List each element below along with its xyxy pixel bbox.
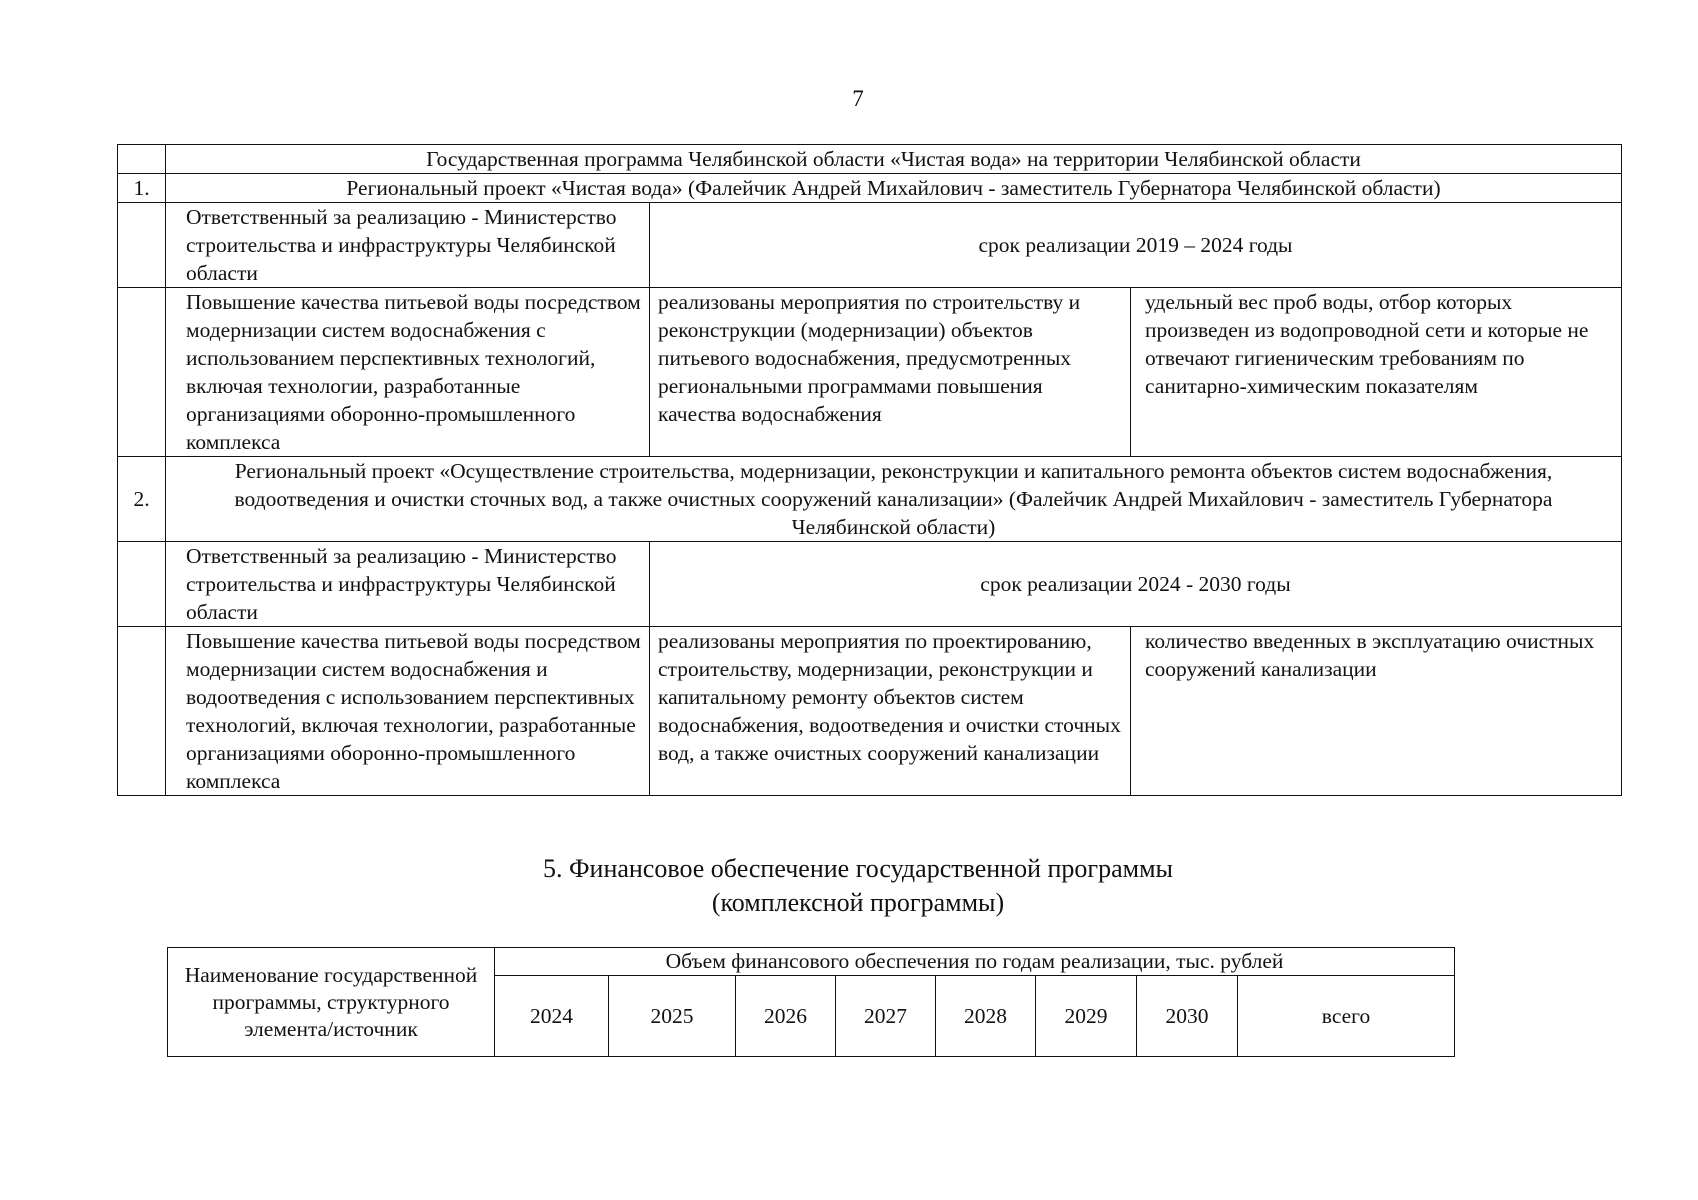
responsible-row [118,203,1622,288]
task-row [118,288,1622,457]
result-cell: реализованы мероприятия по проектированию, строительству, модернизации, реконструкции и капитальному ремонту объектов систем водоснабжения, водоотведения и очистки сточных вод, а также очистных сооружений канализации [650,627,1131,796]
program-title: Государственная программа Челябинской области «Чистая вода» на территории Челябинской области [166,145,1622,174]
project-table [117,144,1622,796]
year-cell: 2026 [736,976,836,1057]
responsible-cell: Ответственный за реализацию - Министерство строительства и инфраструктуры Челябинской области [166,542,650,627]
empty-number-cell [118,288,166,457]
responsible-cell: Ответственный за реализацию - Министерство строительства и инфраструктуры Челябинской области [166,203,650,288]
year-cell: 2027 [836,976,936,1057]
section-title-line2: (комплексной программы) [711,888,1005,917]
task-row [118,627,1622,796]
period-cell: срок реализации 2024 - 2030 годы [650,542,1622,627]
year-cell: 2028 [936,976,1036,1057]
program-row [118,145,1622,174]
finance-header-row [168,948,1455,976]
project-title: Региональный проект «Осуществление строительства, модернизации, реконструкции и капитального ремонта объектов систем водоснабжения, водоотведения и очистки сточных вод, а также очистных сооружений канализации» (Фалейчик Андрей Михайлович - заместитель Губернатора Челябинской области) [166,457,1622,542]
indicator-cell: удельный вес проб воды, отбор которых произведен из водопроводной сети и которые не отвечают гигиеническим требованиям по санитарно-химическим показателям [1131,288,1622,457]
result-cell: реализованы мероприятия по строительству и реконструкции (модернизации) объектов питьевого водоснабжения, предусмотренных региональными программами повышения качества водоснабжения [650,288,1131,457]
project-title-row [118,174,1622,203]
name-header: Наименование государственной программы, структурного элемента/источник [168,948,495,1057]
section-title [0,852,1698,920]
task-cell: Повышение качества питьевой воды посредством модернизации систем водоснабжения и водоотведения с использованием перспективных технологий, включая технологии, разработанные организациями оборонно-промышленного комплекса [166,627,650,796]
section-title-line1: 5. Финансовое обеспечение государственной программы [542,854,1174,883]
project-title: Региональный проект «Чистая вода» (Фалейчик Андрей Михайлович - заместитель Губернатора Челябинской области) [166,174,1622,203]
responsible-row [118,542,1622,627]
period-cell: срок реализации 2019 – 2024 годы [650,203,1622,288]
empty-number-cell [118,203,166,288]
year-cell: 2025 [609,976,736,1057]
year-cell: 2024 [495,976,609,1057]
total-cell: всего [1238,976,1455,1057]
task-cell: Повышение качества питьевой воды посредством модернизации систем водоснабжения с использованием перспективных технологий, включая технологии, разработанные организациями оборонно-промышленного комплекса [166,288,650,457]
volume-header: Объем финансового обеспечения по годам реализации, тыс. рублей [495,948,1455,976]
page-number: 7 [852,86,864,111]
empty-number-cell [118,627,166,796]
empty-number-cell [118,542,166,627]
empty-number-cell [118,145,166,174]
finance-table [167,947,1455,1057]
project-number: 1. [118,174,166,203]
year-cell: 2030 [1137,976,1238,1057]
project-title-row [118,457,1622,542]
indicator-cell: количество введенных в эксплуатацию очистных сооружений канализации [1131,627,1622,796]
project-number: 2. [118,457,166,542]
year-cell: 2029 [1036,976,1137,1057]
